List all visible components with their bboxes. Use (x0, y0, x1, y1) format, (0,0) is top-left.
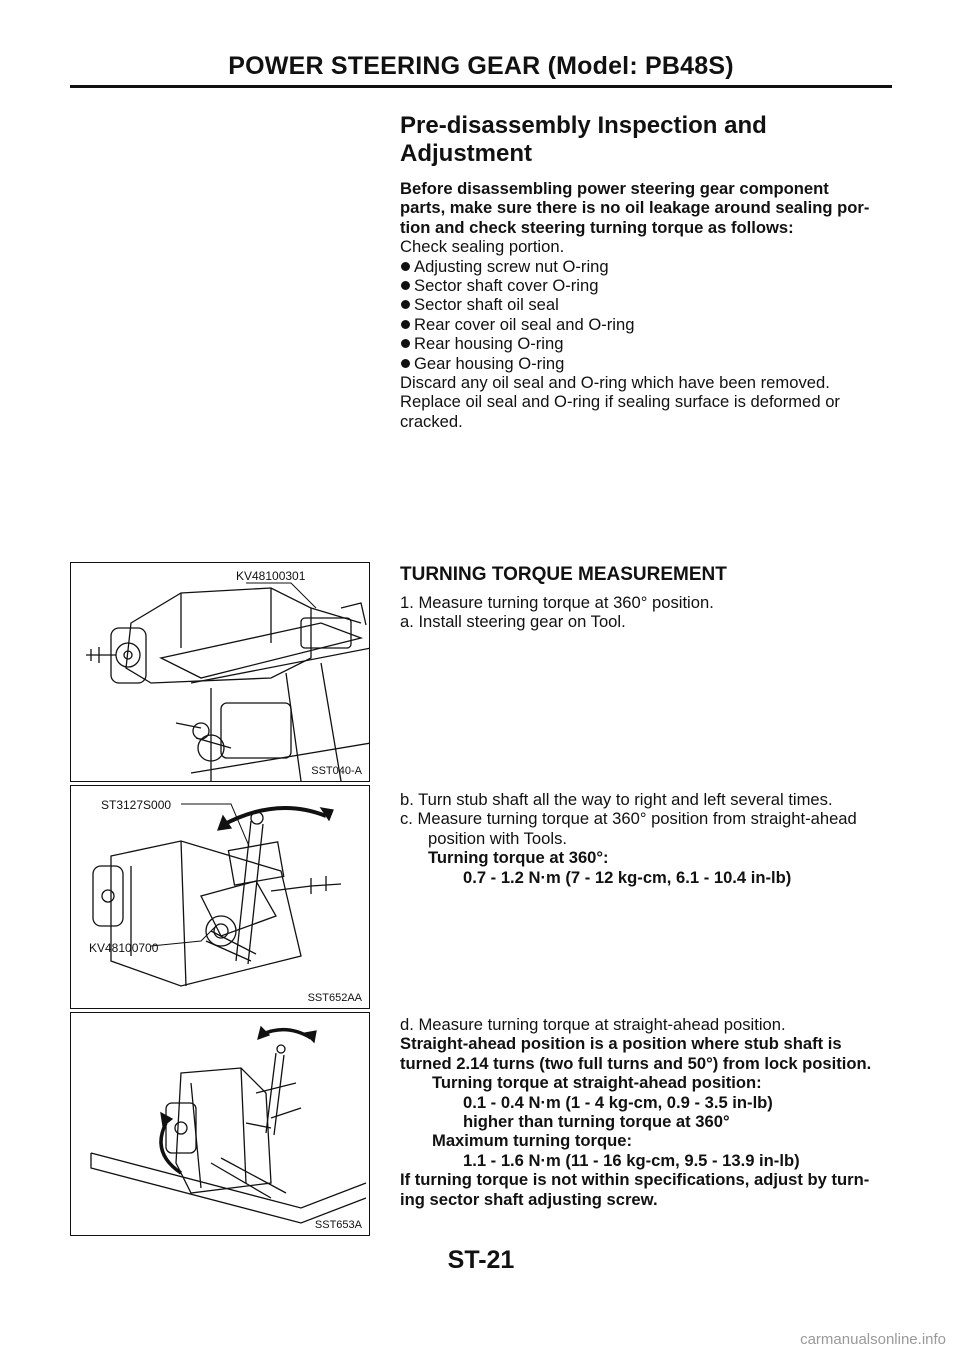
bullet-item: Sector shaft cover O-ring (400, 276, 892, 295)
step-d: d. Measure turning torque at straight-ahead position. (400, 1015, 786, 1034)
figure-id: SST652AA (307, 992, 362, 1004)
step-1: 1. Measure turning torque at 360° position. (400, 593, 714, 612)
intro-line: tion and check steering turning torque as follows: (400, 217, 794, 237)
bullet-item: Adjusting screw nut O-ring (400, 257, 892, 276)
header-rule (70, 85, 892, 88)
bullet-item: Rear cover oil seal and O-ring (400, 315, 892, 334)
intro-line: parts, make sure there is no oil leakage around sealing por- (400, 198, 870, 218)
figure-gear-on-tool (70, 562, 370, 782)
step-c: c. Measure turning torque at 360° position from straight-ahead (400, 809, 857, 829)
straight-line: Straight-ahead position is a position where stub shaft is (400, 1034, 842, 1054)
discard-line: Discard any oil seal and O-ring which have been removed. (400, 373, 830, 393)
spec-straight-label: Turning torque at straight-ahead position: (432, 1073, 762, 1093)
check-label: Check sealing portion. (400, 237, 565, 257)
figure-straight-ahead (70, 1012, 370, 1236)
turning-section-top (400, 564, 892, 632)
spec-straight-note: higher than turning torque at 360° (463, 1112, 730, 1132)
intro-section (400, 112, 892, 431)
figure-torque-measurement (70, 785, 370, 1009)
intro-line: Before disassembling power steering gear component (400, 179, 829, 198)
callout-kv48100301: KV48100301 (236, 569, 306, 583)
bullet-item: Sector shaft oil seal (400, 295, 892, 314)
discard-line: Replace oil seal and O-ring if sealing surface is deformed or (400, 392, 840, 412)
straight-line: turned 2.14 turns (two full turns and 50°) from lock position. (400, 1053, 872, 1073)
header-title: POWER STEERING GEAR (Model: PB48S) (228, 52, 734, 80)
adjust-line: If turning torque is not within specifications, adjust by turn- (400, 1170, 870, 1190)
step-c-cont: position with Tools. (428, 828, 567, 848)
figure-id: SST040-A (311, 765, 362, 777)
turning-section-bottom (400, 1015, 892, 1209)
max-torque-label: Maximum turning torque: (432, 1131, 633, 1151)
callout-st3127s000: ST3127S000 (101, 798, 172, 812)
spec-straight-value: 0.1 - 0.4 N·m (1 - 4 kg-cm, 0.9 - 3.5 in-lb) (463, 1092, 773, 1112)
spec-360-value: 0.7 - 1.2 N·m (7 - 12 kg-cm, 6.1 - 10.4 in-lb) (463, 867, 792, 887)
discard-line: cracked. (400, 411, 463, 431)
step-a: a. Install steering gear on Tool. (400, 612, 626, 632)
bullet-item: Gear housing O-ring (400, 354, 892, 373)
figure-id: SST653A (314, 1219, 362, 1231)
section-title: Pre-disassembly Inspection and Adjustment (400, 112, 767, 167)
callout-kv48100700: KV48100700 (89, 941, 159, 955)
watermark: carmanualsonline.info (800, 1331, 946, 1348)
adjust-line: ing sector shaft adjusting screw. (400, 1189, 658, 1209)
turning-title: TURNING TORQUE MEASUREMENT (400, 564, 727, 585)
gear-rotation-illustration (71, 1013, 369, 1235)
torque-wrench-illustration (71, 786, 369, 1008)
spec-360-label: Turning torque at 360°: (428, 848, 609, 868)
bullet-item: Rear housing O-ring (400, 334, 892, 353)
gear-on-vise-illustration (71, 563, 369, 781)
page-number: ST-21 (447, 1246, 515, 1274)
max-torque-value: 1.1 - 1.6 N·m (11 - 16 kg-cm, 9.5 - 13.9 in-lb) (463, 1150, 800, 1170)
step-b: b. Turn stub shaft all the way to right and left several times. (400, 790, 833, 809)
turning-section-mid (400, 790, 892, 887)
